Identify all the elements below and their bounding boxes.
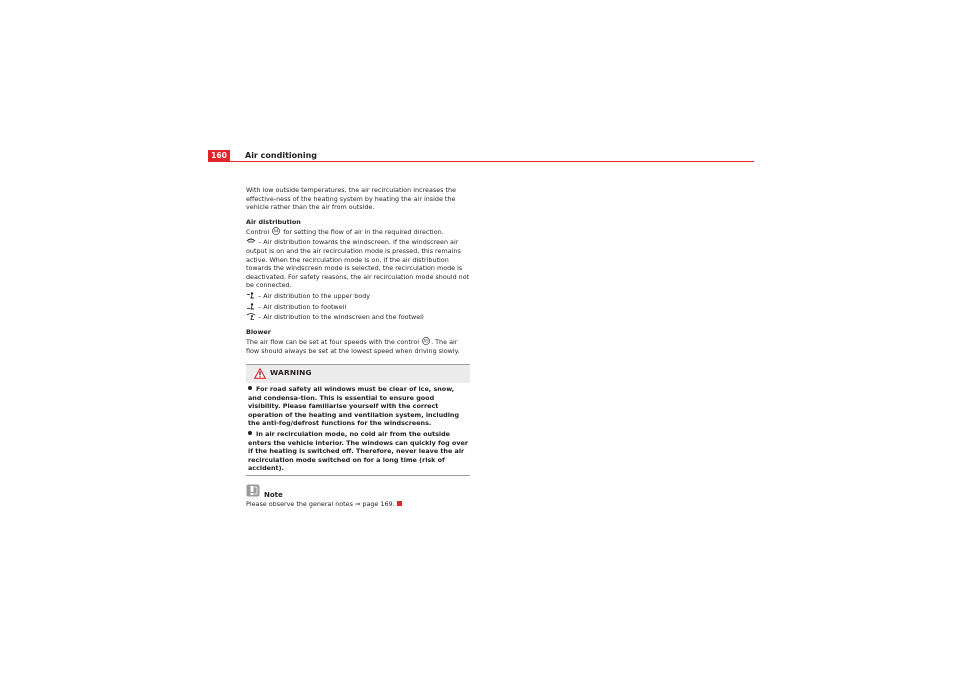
chapter-title: Air conditioning	[245, 151, 317, 160]
page-number: 160	[208, 150, 230, 161]
windscreen-item	[246, 238, 470, 290]
bullet-icon	[248, 386, 252, 390]
air-distribution-pre: Control	[246, 227, 270, 236]
blower-heading: Blower	[246, 328, 271, 337]
blower-section	[246, 328, 470, 355]
upper-body-text: – Air distribution to the upper body	[258, 292, 371, 301]
end-of-section-icon	[397, 501, 402, 506]
blower-pre: The air flow can be set at four speeds with the control	[246, 337, 420, 346]
note-title: Note	[264, 491, 283, 500]
control-a5-icon	[422, 337, 430, 345]
air-distribution-post: for setting the flow of air in the required direction.	[283, 227, 444, 236]
warning-title: WARNING	[270, 368, 312, 378]
page-reference-link[interactable]: page 169.	[362, 500, 395, 509]
svg-text:A5: A5	[423, 338, 429, 344]
note-text-pre: Please observe the general notes	[246, 500, 353, 509]
warning-item-1	[246, 383, 470, 428]
note-text	[246, 500, 470, 509]
note-info-icon	[246, 484, 260, 497]
control-a4-icon	[272, 227, 280, 235]
windscreen-text: – Air distribution towards the windscreen. If the windscreen air output is on and the air recirculation mode is pressed, this remains active. When the recirculation mode is on, if the air distribution towards the windscreen mode is selected, the recirculation mode is deactivated. For safety reasons, the air recirculation mode should not be connected.	[246, 238, 470, 290]
warning-header	[246, 365, 470, 383]
upper-body-item	[246, 292, 470, 301]
note-header	[246, 484, 470, 500]
warning-item-2-text: In air recirculation mode, no cold air from the outside enters the vehicle interior. The windows can quickly fog over if the heating is switched off. Therefore, never leave the air recirculation mode switched on for a long time (risk of accident).	[248, 430, 468, 473]
windscreen-footwell-air-icon	[246, 313, 256, 320]
svg-text:A4: A4	[273, 228, 279, 234]
windscreen-air-icon	[246, 238, 256, 245]
footwell-text: – Air distribution to footwell	[258, 302, 347, 311]
air-distribution-heading: Air distribution	[246, 218, 301, 227]
blower-post: . The air flow should always be set at the lowest speed when driving slowly.	[246, 337, 460, 355]
windscreen-footwell-item	[246, 313, 470, 322]
warning-item-1-text: For road safety all windows must be clear of ice, snow, and condensa-tion. This is essential to ensure good visibility. Please familiarise yourself with the correct operation of the heating and ventilation system, including the anti-fog/defrost functions for the windscreens.	[248, 385, 460, 428]
warning-triangle-icon	[254, 368, 266, 379]
intro-paragraph: With low outside temperatures, the air recirculation increases the effective-ness of the heating system by heating the air inside the vehicle rather than the air from outside.	[246, 186, 457, 212]
header-rule	[208, 161, 754, 162]
air-distribution-section	[246, 218, 470, 236]
upper-body-air-icon	[246, 292, 256, 299]
footwell-air-icon	[246, 303, 256, 310]
main-content	[246, 186, 470, 515]
warning-box	[246, 364, 470, 476]
footwell-item	[246, 303, 470, 312]
page-header	[208, 150, 754, 162]
warning-item-2	[246, 428, 470, 473]
bullet-icon	[248, 431, 252, 435]
windscreen-footwell-text: – Air distribution to the windscreen and the footwell	[258, 313, 424, 322]
arrow-icon: ⇒	[354, 500, 361, 509]
